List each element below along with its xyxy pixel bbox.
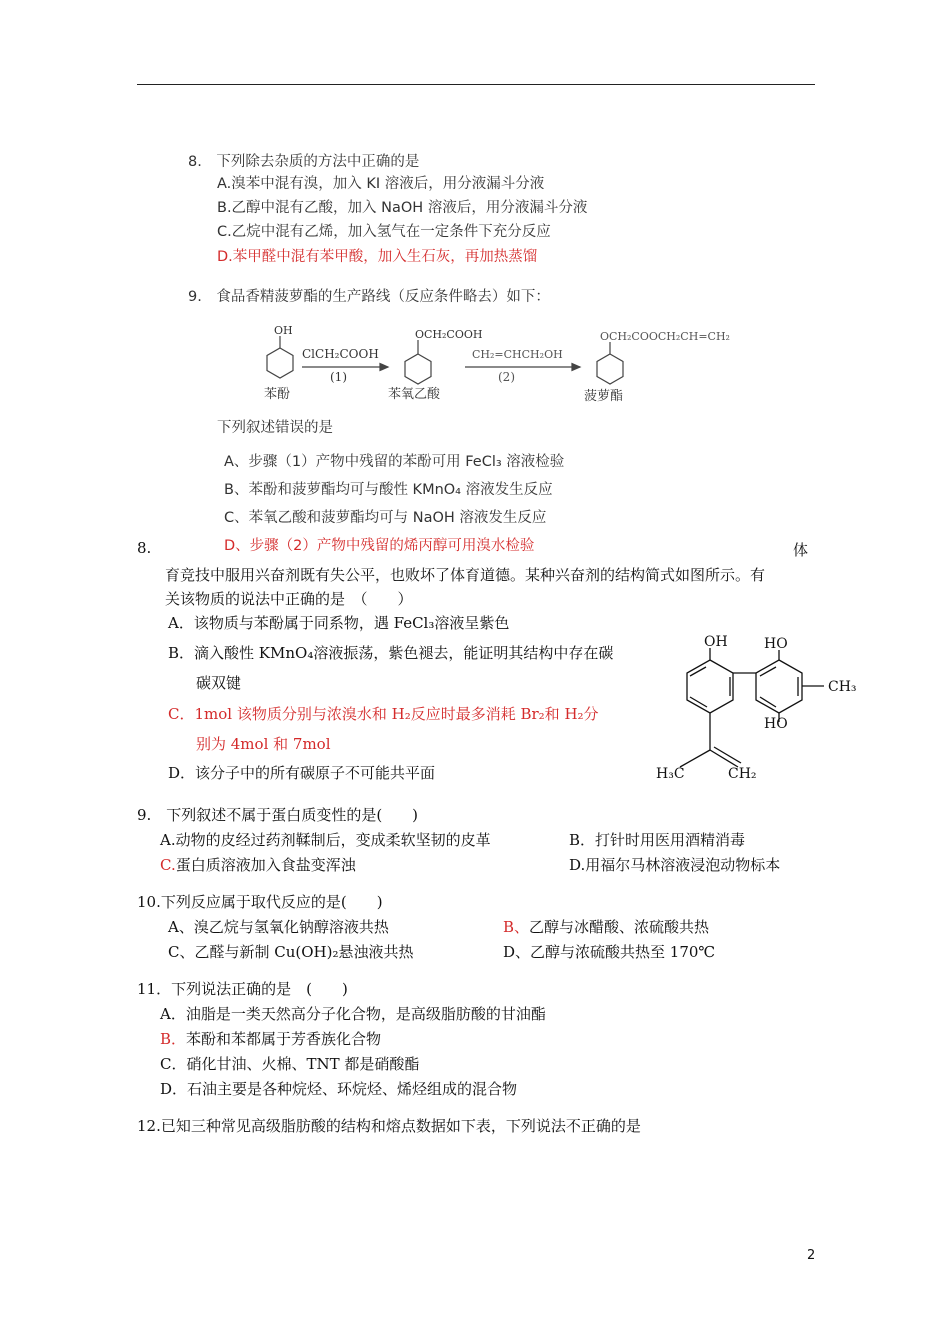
intermediate-name: 苯氧乙酸 [388,387,441,402]
ho-bottom-label: HO [764,716,788,732]
q9-title: 9. 下列叙述不属于蛋白质变性的是( ) [137,806,419,824]
right-benzene-ring [756,660,802,713]
phenol-benzene-ring [267,348,293,378]
q9-image-option-b: B、苯酚和菠萝酯均可与酸性 KMnO₄ 溶液发生反应 [224,482,553,498]
oh-label: OH [704,634,728,650]
q9-option-c-letter: C. [160,856,176,874]
phenoxyacetic-acid-ring [405,354,431,384]
q9-image-option-a: A、步骤（1）产物中残留的苯酚可用 FeCl₃ 溶液检验 [224,454,565,470]
q8-tail-char: 体 [793,541,809,559]
ho-top-label: HO [764,636,788,652]
step-2-label: (2) [498,370,515,384]
header-rule [137,84,815,85]
q9-image-option-d: D、步骤（2）产物中残留的烯丙醇可用溴水检验 [224,538,535,554]
q10-option-b-letter: B、 [503,918,530,936]
q11-option-b-text: 苯酚和苯都属于芳香族化合物 [186,1030,382,1048]
q9-image-option-c: C、苯氧乙酸和菠萝酯均可与 NaOH 溶液发生反应 [224,510,547,526]
q8-image-option-b: B.乙醇中混有乙酸，加入 NaOH 溶液后，用分液漏斗分液 [217,200,588,216]
q9-option-c [160,854,356,875]
q10-option-c: C、乙醛与新制 Cu(OH)₂悬浊液共热 [168,943,414,961]
q10-option-b [503,916,709,937]
reagent-2: CH₂=CHCH₂OH [472,348,563,361]
q8-option-b-line2: 碳双键 [196,674,242,692]
q9-image-title: 9. 食品香精菠萝酯的生产路线（反应条件略去）如下： [188,289,550,305]
q8-option-c-line2: 别为 4mol 和 7mol [196,735,331,753]
q8-option-d: D．该分子中的所有碳原子不可能共平面 [168,764,436,782]
pineapple-ester-synthesis-scheme [250,318,740,410]
q9-option-b: B．打针时用医用酒精消毒 [569,831,746,849]
intermediate-substituent: OCH₂COOH [415,328,483,341]
page-number: 2 [807,1248,816,1263]
q11-title: 11．下列说法正确的是 ( ) [137,980,348,998]
q8-image-option-d: D.苯甲醛中混有苯甲酸，加入生石灰，再加热蒸馏 [217,249,538,265]
q8-image-option-a: A.溴苯中混有溴，加入 KI 溶液后，用分液漏斗分液 [217,176,545,192]
q8-stem-line2: 育竞技中服用兴奋剂既有失公平，也败坏了体育道德。某种兴奋剂的结构简式如图所示。有 [165,566,766,584]
q12-title: 12.已知三种常见高级脂肪酸的结构和熔点数据如下表，下列说法不正确的是 [137,1117,641,1135]
phenol-name: 苯酚 [264,387,291,402]
q8-image-option-c: C.乙烷中混有乙烯，加入氢气在一定条件下充分反应 [217,224,551,240]
q9-image-prompt: 下列叙述错误的是 [217,420,333,436]
pineapple-ester-ring [597,354,623,384]
product-substituent: OCH₂COOCH₂CH=CH₂ [600,330,730,343]
q8-option-c-line1: C．1mol 该物质分别与浓溴水和 H₂反应时最多消耗 Br₂和 H₂分 [168,705,599,723]
q9-option-d: D.用福尔马林溶液浸泡动物标本 [569,856,781,874]
left-benzene-ring [687,660,733,713]
phenol-oh-label: OH [274,324,293,337]
q10-option-d: D、乙醇与浓硫酸共热至 170℃ [503,943,716,961]
reagent-1: ClCH₂COOH [302,347,379,361]
q8-option-a: A．该物质与苯酚属于同系物，遇 FeCl₃溶液呈紫色 [168,614,510,632]
q9-option-a: A.动物的皮经过药剂鞣制后，变成柔软坚韧的皮革 [160,831,491,849]
step-1-label: (1) [330,370,347,384]
q8-option-b-line1: B．滴入酸性 KMnO₄溶液振荡，紫色褪去，能证明其结构中存在碳 [168,644,614,662]
q10-title: 10.下列反应属于取代反应的是( ) [137,893,383,911]
q8-image-title: 8. 下列除去杂质的方法中正确的是 [188,154,420,170]
ch2-label: CH₂ [728,766,757,782]
ch3-label: CH₃ [828,679,857,695]
q11-option-b-letter: B． [160,1030,187,1048]
h3c-label: H₃C [656,766,685,782]
q9-option-c-text: 蛋白质溶液加入食盐变浑浊 [175,856,356,874]
stimulant-structure [650,632,870,790]
product-name: 菠萝酯 [584,389,624,404]
q11-option-d: D．石油主要是各种烷烃、环烷烃、烯烃组成的混合物 [160,1080,518,1098]
q8-number: 8. [137,539,152,557]
q10-option-a: A、溴乙烷与氢氧化钠醇溶液共热 [168,918,389,936]
q10-option-b-text: 乙醇与冰醋酸、浓硫酸共热 [529,918,710,936]
q11-option-a: A．油脂是一类天然高分子化合物，是高级脂肪酸的甘油酯 [160,1005,546,1023]
q11-option-c: C．硝化甘油、火棉、TNT 都是硝酸酯 [160,1055,420,1073]
q11-option-b [160,1028,381,1049]
q8-stem-line3: 关该物质的说法中正确的是 （ ） [165,590,413,608]
